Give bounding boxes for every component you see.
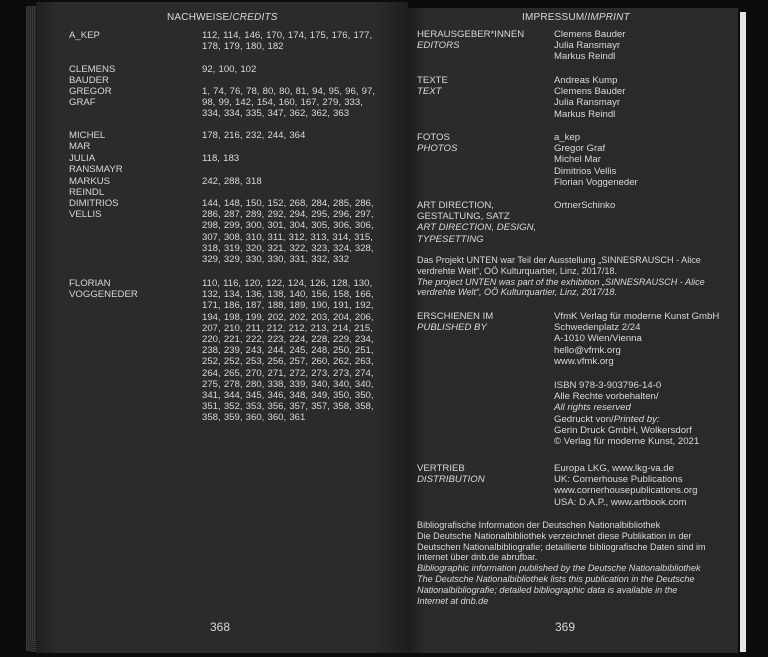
publisher-line: A-1010 Wien/Vienna: [554, 333, 642, 345]
photos-label-en: PHOTOS: [417, 143, 458, 155]
author-name: Andreas Kump: [554, 75, 618, 86]
credit-pages: 178, 216, 232, 244, 364: [202, 130, 306, 141]
text-label-en: TEXT: [417, 86, 442, 98]
published-label: [417, 311, 493, 333]
published-label-de: ERSCHIENEN IM: [417, 311, 494, 322]
published-label-en: PUBLISHED BY: [417, 322, 487, 334]
editor-name: Clemens Bauder: [554, 29, 626, 40]
photographer-name: Gregor Graf: [554, 143, 606, 155]
left-page: [36, 2, 408, 653]
editor-name: Markus Reindl: [554, 51, 616, 63]
printed-by: [554, 414, 699, 425]
credits-header-main: NACHWEISE/: [167, 12, 233, 23]
publisher-line: Schwedenplatz 2/24: [554, 322, 641, 334]
printed-by-de: Gedruckt von/: [554, 413, 614, 425]
credit-name: A_KEP: [69, 30, 100, 41]
distribution-label-en: DISTRIBUTION: [417, 474, 485, 486]
studio-name: OrtnerSchinko: [554, 200, 616, 211]
photographer-name: Dimitrios Vellis: [554, 165, 617, 177]
editors-values: [554, 29, 625, 63]
credit-name: JULIA RANSMAYR: [69, 153, 123, 176]
biblio-en-line: The Deutsche Nationalbibliothek lists this publication in the Deutsche: [417, 573, 695, 584]
credit-name: DIMITRIOS VELLIS: [69, 198, 119, 221]
published-values: [554, 311, 719, 367]
text-label-de: TEXTE: [417, 75, 448, 86]
credit-pages: 112, 114, 146, 170, 174, 175, 176, 177, 178, 179, 180, 182: [202, 30, 373, 53]
art-label-en-2: TYPESETTING: [417, 233, 484, 245]
credit-name: FLORIAN VOGGENEDER: [69, 278, 138, 301]
editors-label-de: HERAUSGEBER*INNEN: [417, 29, 525, 40]
biblio-de-line: Internet über dnb.de abrufbar.: [417, 552, 538, 563]
page-edge-white: [740, 12, 746, 652]
art-label-de-1: ART DIRECTION,: [417, 200, 494, 211]
photos-label-de: FOTOS: [417, 132, 450, 143]
book-edge-left: [26, 6, 36, 651]
editor-name: Julia Ransmayr: [554, 40, 621, 52]
credit-pages: 118, 183: [202, 153, 240, 164]
right-page: [408, 8, 738, 653]
art-direction-label: [417, 200, 536, 245]
rights-de: Alle Rechte vorbehalten/: [554, 391, 659, 403]
credit-name: GREGOR GRAF: [69, 86, 112, 109]
project-note-de-1: Das Projekt UNTEN war Teil der Ausstellung „SINNESRAUSCH - Alice: [417, 255, 701, 265]
credit-name: CLEMENS BAUDER: [69, 64, 116, 87]
distributor-line: Europa LKG, www.lkg-va.de: [554, 463, 674, 474]
printed-by-en: Printed by:: [613, 413, 660, 425]
credit-pages: 242, 288, 318: [202, 176, 262, 187]
copyright: © Verlag für moderne Kunst, 2021: [554, 436, 700, 448]
page-number-right: 369: [555, 620, 576, 634]
imprint-header-main: IMPRESSUM/: [522, 12, 588, 23]
credit-pages: 110, 116, 120, 122, 124, 126, 128, 130, 132, 134, 136, 138, 140, 156, 158, 166, 171, 186, 187, 188, 189, 190, 191, 192, 194, 198, 199, 202, 202, 203, 204, 206, 207, 210, 211, 212, 212, 213, 214, 215, 220, 221, 222, 223, 224, 228, 229, 234, 238, 239, 243, 244, 245, 248, 250, 251, 252, 252, 253, 256, 257, 260, 262, 263, 264, 265, 270, 271, 272, 273, 273, 274, 275, 278, 280, 338, 339, 340, 340, 340, 341, 344, 345, 346, 348, 349, 350, 350, 351, 352, 353, 356, 357, 357, 358, 358, 358, 359, 360, 360, 361: [202, 278, 374, 424]
project-note-en-1: The project UNTEN was part of the exhibition „SINNESRAUSCH - Alice: [417, 276, 705, 287]
project-note-en-2: verdrehte Welt“, OÖ Kulturquartier, Linz, 2017/18.: [417, 287, 617, 298]
biblio-en-line: Internet at dnb.de: [417, 595, 489, 606]
photographer-name: a_kep: [554, 132, 581, 143]
distribution-values: [554, 463, 697, 508]
isbn-block: [554, 380, 699, 447]
art-label-en-1: ART DIRECTION, DESIGN,: [417, 222, 537, 234]
biblio-de-line: Bibliografische Information der Deutschen Nationalbibliothek: [417, 520, 661, 530]
distributor-line: UK: Cornerhouse Publications: [554, 474, 683, 486]
photos-values: [554, 132, 638, 188]
bibliographic-info: [417, 520, 732, 606]
text-values: [554, 75, 625, 120]
editors-label-en: EDITORS: [417, 40, 460, 52]
credit-pages: 92, 100, 102: [202, 64, 257, 75]
art-label-de-2: GESTALTUNG, SATZ: [417, 211, 510, 223]
editors-label: [417, 29, 524, 51]
rights-en: All rights reserved: [554, 402, 631, 414]
photographer-name: Michel Mar: [554, 154, 601, 166]
isbn: ISBN 978-3-903796-14-0: [554, 380, 662, 391]
publisher-email: hello@vfmk.org: [554, 344, 621, 356]
credit-name: MARKUS REINDL: [69, 176, 111, 199]
publisher-line: VfmK Verlag für moderne Kunst GmbH: [554, 311, 720, 322]
biblio-en-line: Bibliographic information published by the Deutsche Nationalbibliothek: [417, 563, 701, 574]
distribution-label: [417, 463, 485, 485]
distributor-line: www.cornerhousepublications.org: [554, 485, 698, 497]
page-number-left: 368: [210, 620, 231, 634]
credits-header-italic: CREDITS: [232, 12, 278, 23]
distribution-label-de: VERTRIEB: [417, 463, 465, 474]
credit-pages: 1, 74, 76, 78, 80, 80, 81, 94, 95, 96, 97, 98, 99, 142, 154, 160, 167, 279, 333, 334, 334, 335, 347, 362, 362, 363: [202, 86, 376, 120]
biblio-de-line: Deutschen Nationalbibliografie; detaillierte bibliografische Daten sind im: [417, 541, 706, 552]
author-name: Markus Reindl: [554, 108, 616, 120]
biblio-de-line: Die Deutsche Nationalbibliothek verzeichnet diese Publikation in der: [417, 530, 692, 541]
art-direction-value: [554, 200, 615, 211]
text-label: [417, 75, 448, 97]
distributor-line: USA: D.A.P., www.artbook.com: [554, 496, 687, 508]
biblio-en-line: Nationalbibliografie; detailed bibliographic data is available in the: [417, 584, 678, 595]
author-name: Clemens Bauder: [554, 86, 626, 98]
publisher-website: www.vfmk.org: [554, 355, 614, 367]
photographer-name: Florian Voggeneder: [554, 176, 638, 188]
credit-name: MICHEL MAR: [69, 130, 105, 153]
printer: Gerin Druck GmbH, Wolkersdorf: [554, 424, 692, 436]
author-name: Julia Ransmayr: [554, 97, 621, 109]
imprint-header: [522, 12, 630, 23]
credit-pages: 144, 148, 150, 152, 268, 284, 285, 286, 286, 287, 289, 292, 294, 295, 296, 297, 298, 299, 300, 301, 304, 305, 306, 306, 307, 308, 310, 311, 312, 313, 314, 315, 318, 319, 320, 321, 322, 323, 324, 328, 329, 329, 330, 330, 331, 332, 332: [202, 198, 374, 266]
credits-header: [167, 12, 278, 23]
imprint-header-italic: IMPRINT: [587, 12, 630, 23]
project-note: [417, 255, 732, 298]
photos-label: [417, 132, 457, 154]
project-note-de-2: verdrehte Welt“, OÖ Kulturquartier, Linz, 2017/18.: [417, 265, 617, 276]
